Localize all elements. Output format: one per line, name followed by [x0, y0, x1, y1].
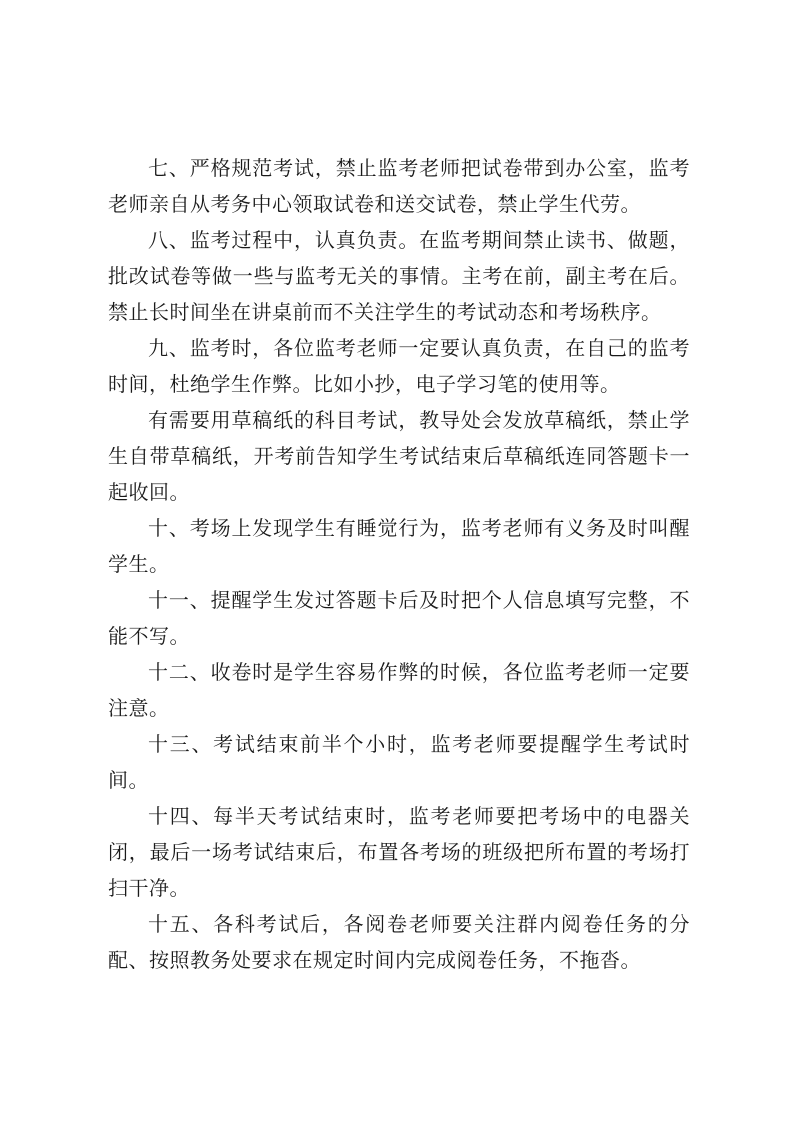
paragraph-8: 八、监考过程中，认真负责。在监考期间禁止读书、做题，批改试卷等做一些与监考无关的事情。主考在前，副主考在后。禁止长时间坐在讲桌前而不关注学生的考试动态和考场秩序。 — [108, 228, 690, 324]
paragraph-scratch-paper: 有需要用草稿纸的科目考试，教导处会发放草稿纸，禁止学生自带草稿纸，开考前告知学生考试结束后草稿纸连同答题卡一起收回。 — [108, 408, 690, 504]
paragraph-7: 七、严格规范考试，禁止监考老师把试卷带到办公室，监考老师亲自从考务中心领取试卷和送交试卷，禁止学生代劳。 — [108, 156, 690, 216]
paragraph-11: 十一、提醒学生发过答题卡后及时把个人信息填写完整，不能不写。 — [108, 588, 690, 648]
paragraph-14: 十四、每半天考试结束时，监考老师要把考场中的电器关闭，最后一场考试结束后，布置各考场的班级把所布置的考场打扫干净。 — [108, 804, 690, 900]
paragraph-15: 十五、各科考试后，各阅卷老师要关注群内阅卷任务的分配、按照教务处要求在规定时间内完成阅卷任务，不拖沓。 — [108, 912, 690, 972]
document-body — [108, 150, 690, 978]
paragraph-13: 十三、考试结束前半个小时，监考老师要提醒学生考试时间。 — [108, 732, 690, 792]
paragraph-12: 十二、收卷时是学生容易作弊的时候，各位监考老师一定要注意。 — [108, 660, 690, 720]
paragraph-10: 十、考场上发现学生有睡觉行为，监考老师有义务及时叫醒学生。 — [108, 516, 690, 576]
paragraph-9: 九、监考时，各位监考老师一定要认真负责，在自己的监考时间，杜绝学生作弊。比如小抄，电子学习笔的使用等。 — [108, 336, 690, 396]
